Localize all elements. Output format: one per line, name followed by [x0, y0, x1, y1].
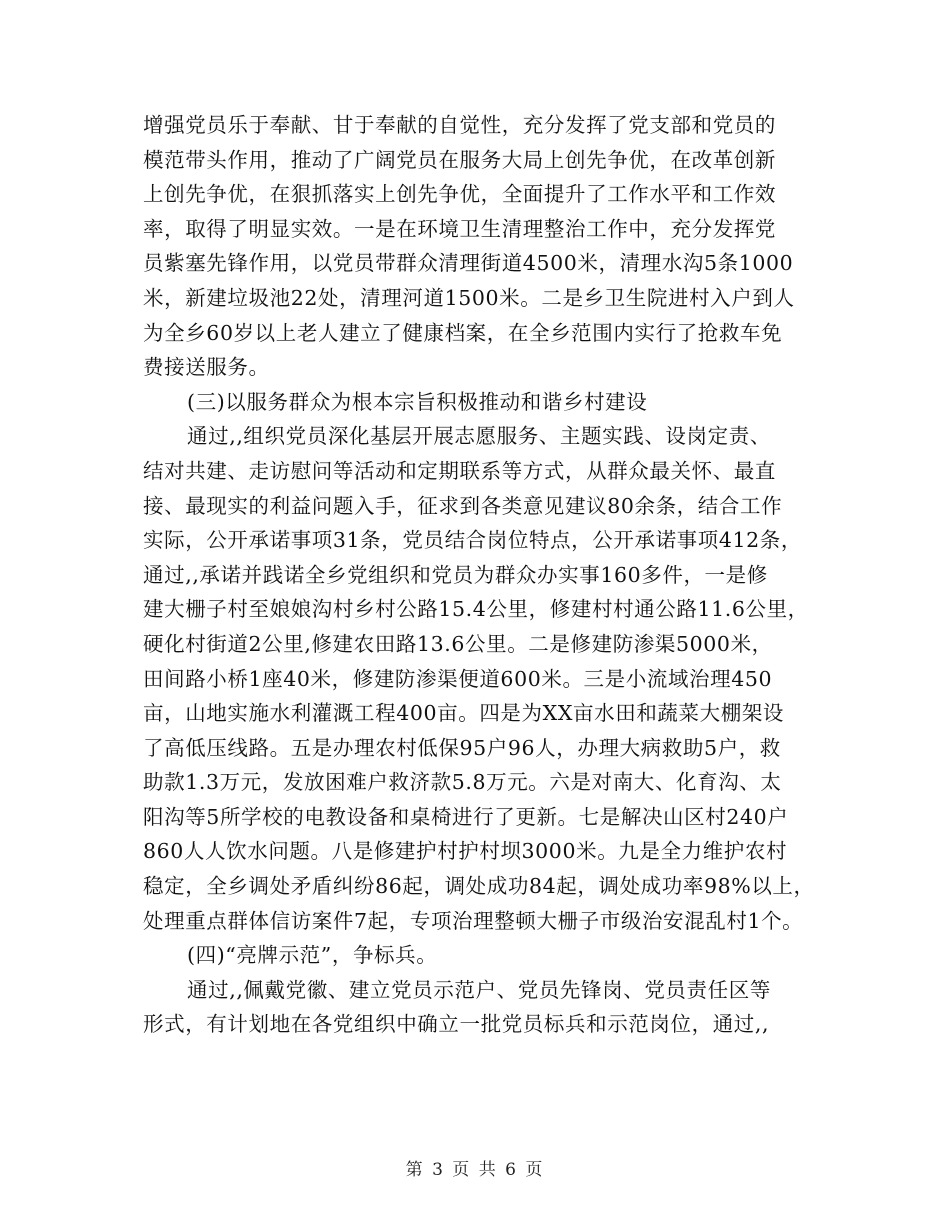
text-line: 上创先争优，在狠抓落实上创先争优，全面提升了工作水平和工作效	[143, 182, 776, 207]
text-line: 860人人饮水问题。八是修建护村护村坝3000米。九是全力维护农村	[143, 839, 788, 864]
text-line: 米，新建垃圾池22处，清理河道1500米。二是乡卫生院进村入户到人	[143, 285, 795, 310]
text-line: 形式，有计划地在各党组织中确立一批党员标兵和示范岗位，通过,,	[143, 1012, 770, 1037]
text-line: 处理重点群体信访案件7起，专项治理整顿大栅子市级治安混乱村1个。	[143, 908, 804, 933]
text-line: 模范带头作用，推动了广阔党员在服务大局上创先争优，在改革创新	[143, 147, 776, 172]
page-footer: 第 3 页 共 6 页	[405, 1160, 545, 1180]
text-line: 助款1.3万元，发放困难户救济款5.8万元。六是对南大、化育沟、太	[143, 770, 782, 795]
text-line: 亩，山地实施水利灌溉工程400亩。四是为XX亩水田和蔬菜大棚架设	[143, 701, 785, 726]
text-line: 通过,,佩戴党徽、建立党员示范户、党员先锋岗、党员责任区等	[187, 977, 771, 1002]
text-line: 硬化村街道2公里,修建农田路13.6公里。二是修建防渗渠5000米，	[143, 631, 773, 656]
text-line: 田间路小桥1座40米，修建防渗渠便道600米。三是小流域治理450	[143, 666, 773, 691]
text-line: 结对共建、走访慰问等活动和定期联系等方式，从群众最关怀、最直	[143, 458, 776, 483]
text-line: 率，取得了明显实效。一是在环境卫生清理整治工作中，充分发挥党	[143, 216, 776, 241]
text-line: 费接送服务。	[143, 355, 270, 380]
text-line: (三)以服务群众为根本宗旨积极推动和谐乡村建设	[187, 389, 648, 414]
text-line: 稳定，全乡调处矛盾纠纷86起，调处成功84起，调处成功率98%以上，	[143, 874, 815, 899]
text-line: 阳沟等5所学校的电教设备和桌椅进行了更新。七是解决山区村240户	[143, 804, 789, 829]
text-line: 员紫塞先锋作用，以党员带群众清理街道4500米，清理水沟5条1000	[143, 251, 794, 276]
text-line: 接、最现实的利益问题入手，征求到各类意见建议80余条，结合工作	[143, 493, 783, 518]
text-line: 为全乡60岁以上老人建立了健康档案，在全乡范围内实行了抢救车免	[143, 320, 783, 345]
text-line: 通过,,承诺并践诺全乡党组织和党员为群众办实事160多件，一是修	[143, 562, 768, 587]
text-line: 实际，公开承诺事项31条，党员结合岗位特点，公开承诺事项412条，	[143, 528, 803, 553]
text-line: 增强党员乐于奉献、甘于奉献的自觉性，充分发挥了党支部和党员的	[143, 113, 776, 137]
text-line: 通过,,组织党员深化基层开展志愿服务、主题实践、设岗定责、	[187, 424, 771, 449]
text-line: 了高低压线路。五是办理农村低保95户96人，办理大病救助5户，救	[143, 735, 781, 760]
text-line: 建大栅子村至娘娘沟村乡村公路15.4公里，修建村村通公路11.6公里，	[143, 597, 809, 622]
body-text	[143, 108, 833, 1042]
text-line: (四)“亮牌示范”，争标兵。	[187, 943, 438, 968]
